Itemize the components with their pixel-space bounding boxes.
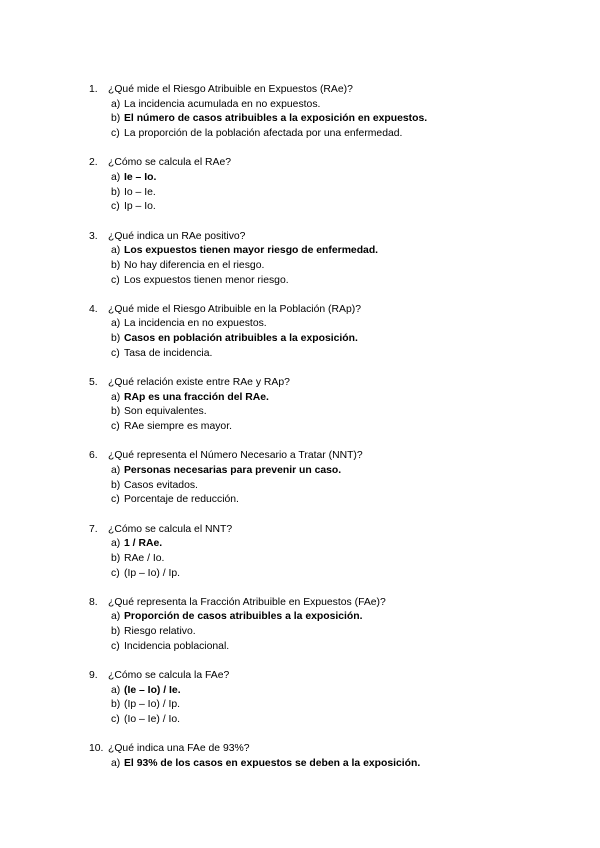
answer-option-correct bbox=[0, 537, 600, 552]
option-letter: a) bbox=[111, 611, 121, 623]
option-letter: c) bbox=[111, 640, 120, 652]
question-line bbox=[0, 596, 600, 611]
question-item bbox=[0, 376, 600, 435]
option-text: La incidencia acumulada en no expuestos. bbox=[124, 98, 321, 110]
question-text: ¿Qué indica una FAe de 93%? bbox=[108, 743, 250, 755]
answer-option-correct bbox=[0, 112, 600, 127]
question-item bbox=[0, 669, 600, 728]
question-number: 5. bbox=[89, 377, 98, 388]
option-letter: a) bbox=[111, 538, 121, 550]
option-text: El número de casos atribuibles a la exposición en expuestos. bbox=[124, 113, 428, 125]
answer-option bbox=[0, 640, 600, 655]
option-text: (Ip – Io) / Ip. bbox=[124, 567, 181, 579]
question-line bbox=[0, 230, 600, 245]
option-letter: c) bbox=[111, 128, 120, 140]
option-text: Casos en población atribuibles a la exposición. bbox=[124, 333, 358, 345]
answer-option bbox=[0, 127, 600, 142]
answer-option bbox=[0, 317, 600, 332]
option-letter: a) bbox=[111, 684, 121, 696]
option-letter: b) bbox=[111, 479, 121, 491]
answer-option-correct bbox=[0, 684, 600, 699]
answer-option bbox=[0, 274, 600, 289]
option-letter: b) bbox=[111, 626, 121, 638]
answer-option bbox=[0, 98, 600, 113]
question-text: ¿Qué representa el Número Necesario a Tratar (NNT)? bbox=[108, 450, 363, 462]
question-number: 3. bbox=[89, 230, 98, 242]
option-text: (Ie – Io) / Ie. bbox=[124, 684, 181, 696]
question-line bbox=[0, 449, 600, 464]
answer-option bbox=[0, 347, 600, 362]
option-letter: c) bbox=[111, 494, 120, 506]
answer-option-correct bbox=[0, 610, 600, 625]
question-line bbox=[0, 303, 600, 318]
question-number: 1. bbox=[89, 84, 98, 95]
option-text: Son equivalentes. bbox=[124, 406, 207, 418]
option-letter: a) bbox=[111, 171, 121, 183]
question-item bbox=[0, 303, 600, 362]
question-item bbox=[0, 230, 600, 289]
option-letter: c) bbox=[111, 714, 120, 726]
question-item bbox=[0, 596, 600, 655]
option-letter: a) bbox=[111, 98, 121, 110]
option-letter: b) bbox=[111, 259, 121, 271]
question-line bbox=[0, 156, 600, 171]
option-letter: b) bbox=[111, 113, 121, 125]
question-text: ¿Cómo se calcula el RAe? bbox=[108, 157, 232, 169]
question-item bbox=[0, 523, 600, 582]
answer-option-correct bbox=[0, 464, 600, 479]
option-text: (Io – Ie) / Io. bbox=[124, 714, 181, 726]
question-text: ¿Cómo se calcula el NNT? bbox=[108, 523, 233, 535]
option-text: Personas necesarias para prevenir un caso. bbox=[124, 464, 342, 476]
answer-option bbox=[0, 259, 600, 274]
option-text: Ie – Io. bbox=[124, 171, 157, 183]
option-letter: c) bbox=[111, 421, 120, 433]
answer-option bbox=[0, 200, 600, 215]
answer-option-correct bbox=[0, 391, 600, 406]
question-list bbox=[0, 83, 600, 772]
question-text: ¿Qué indica un RAe positivo? bbox=[108, 230, 246, 242]
option-letter: c) bbox=[111, 567, 120, 579]
option-text: Casos evitados. bbox=[124, 479, 198, 491]
answer-option bbox=[0, 493, 600, 508]
answer-option bbox=[0, 567, 600, 582]
answer-option bbox=[0, 405, 600, 420]
option-text: Incidencia poblacional. bbox=[124, 640, 230, 652]
option-text: Tasa de incidencia. bbox=[124, 347, 213, 359]
question-item bbox=[0, 742, 600, 771]
question-text: ¿Qué relación existe entre RAe y RAp? bbox=[108, 377, 290, 388]
option-text: Porcentaje de reducción. bbox=[124, 494, 239, 506]
option-letter: b) bbox=[111, 552, 121, 564]
question-number: 8. bbox=[89, 596, 98, 608]
answer-option-correct bbox=[0, 171, 600, 186]
option-letter: c) bbox=[111, 274, 120, 286]
option-text: 1 / RAe. bbox=[124, 538, 163, 550]
question-number: 2. bbox=[89, 157, 98, 169]
question-text: ¿Qué mide el Riesgo Atribuible en Expuestos (RAe)? bbox=[108, 84, 353, 95]
option-letter: b) bbox=[111, 406, 121, 418]
option-text: La incidencia en no expuestos. bbox=[124, 318, 267, 330]
option-text: La proporción de la población afectada por una enfermedad. bbox=[124, 128, 403, 140]
answer-option bbox=[0, 625, 600, 640]
question-number: 10. bbox=[89, 743, 104, 755]
option-text: (Ip – Io) / Ip. bbox=[124, 699, 181, 711]
question-text: ¿Cómo se calcula la FAe? bbox=[108, 670, 230, 681]
question-item bbox=[0, 83, 600, 142]
option-text: Los expuestos tienen menor riesgo. bbox=[124, 274, 289, 286]
option-text: Io – Ie. bbox=[124, 186, 156, 198]
option-letter: a) bbox=[111, 245, 121, 257]
question-text: ¿Qué mide el Riesgo Atribuible en la Población (RAp)? bbox=[108, 303, 361, 315]
question-line bbox=[0, 742, 600, 757]
answer-option-correct bbox=[0, 757, 600, 772]
option-letter: a) bbox=[111, 318, 121, 330]
question-line bbox=[0, 523, 600, 538]
question-line bbox=[0, 376, 600, 391]
option-letter: a) bbox=[111, 464, 121, 476]
option-text: RAp es una fracción del RAe. bbox=[124, 391, 269, 403]
question-number: 7. bbox=[89, 523, 98, 535]
question-number: 6. bbox=[89, 450, 98, 462]
answer-option bbox=[0, 552, 600, 567]
question-item bbox=[0, 156, 600, 215]
question-line bbox=[0, 669, 600, 684]
option-text: Los expuestos tienen mayor riesgo de enfermedad. bbox=[124, 245, 379, 257]
option-text: Riesgo relativo. bbox=[124, 626, 196, 638]
answer-option bbox=[0, 186, 600, 201]
question-item bbox=[0, 449, 600, 508]
option-letter: b) bbox=[111, 333, 121, 345]
option-text: El 93% de los casos en expuestos se deben a la exposición. bbox=[124, 757, 421, 769]
question-text: ¿Qué representa la Fracción Atribuible en Expuestos (FAe)? bbox=[108, 596, 386, 608]
question-line bbox=[0, 83, 600, 98]
question-number: 9. bbox=[89, 670, 98, 681]
option-letter: c) bbox=[111, 201, 120, 213]
answer-option bbox=[0, 698, 600, 713]
answer-option-correct bbox=[0, 244, 600, 259]
option-letter: a) bbox=[111, 391, 121, 403]
option-text: RAe / Io. bbox=[124, 552, 165, 564]
answer-option-correct bbox=[0, 332, 600, 347]
option-letter: b) bbox=[111, 186, 121, 198]
answer-option bbox=[0, 713, 600, 728]
option-text: Proporción de casos atribuibles a la exposición. bbox=[124, 611, 363, 623]
option-letter: c) bbox=[111, 347, 120, 359]
answer-option bbox=[0, 420, 600, 435]
option-text: Ip – Io. bbox=[124, 201, 156, 213]
option-text: No hay diferencia en el riesgo. bbox=[124, 259, 265, 271]
question-number: 4. bbox=[89, 303, 98, 315]
option-letter: a) bbox=[111, 757, 121, 769]
answer-option bbox=[0, 479, 600, 494]
option-text: RAe siempre es mayor. bbox=[124, 421, 232, 433]
option-letter: b) bbox=[111, 699, 121, 711]
